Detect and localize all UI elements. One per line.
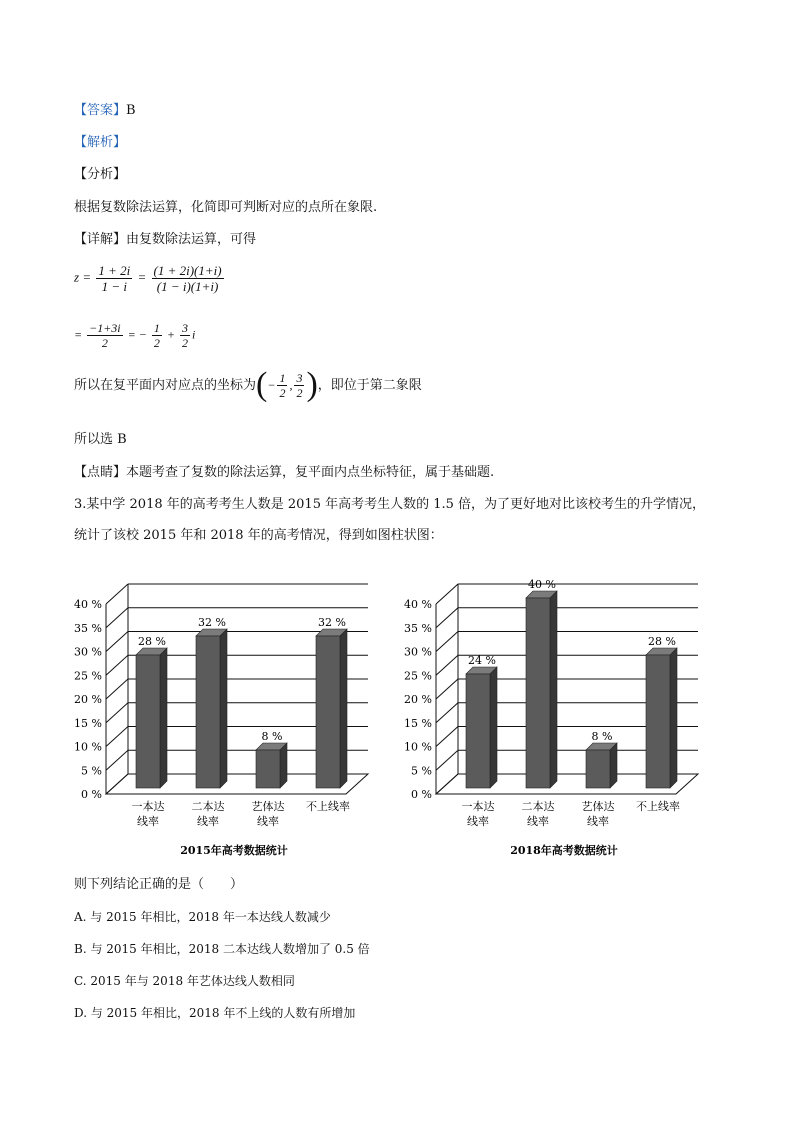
grid-diagonal [436, 750, 458, 770]
y-tick-label: 40 % [74, 598, 102, 611]
x-tick-label: 艺体达 [251, 800, 285, 813]
grid-diagonal [106, 679, 128, 699]
y-tick-label: 15 % [74, 716, 102, 730]
bar-side [610, 743, 617, 788]
eq-equals-1: = [82, 269, 92, 285]
x-tick-label: 线率 [527, 815, 549, 828]
fraction-2 [152, 264, 224, 293]
chart-2018 [400, 562, 720, 862]
coord-x-num: 1 [279, 370, 286, 385]
fraction-three-num: 3 [181, 321, 188, 335]
grid-diagonal [106, 584, 128, 604]
bar-side [340, 629, 347, 788]
question-prompt: 则下列结论正确的是（ ） [74, 877, 244, 892]
x-tick-label: 一本达 [131, 800, 165, 813]
comment-tag: 【点睛】 [74, 465, 127, 480]
coord-x-fraction [277, 372, 287, 399]
y-tick-label: 30 % [404, 645, 432, 659]
analysis-tag: 【解析】 [74, 135, 127, 150]
grid-diagonal [436, 655, 458, 675]
fraction-three-den: 2 [181, 336, 188, 350]
bar-value-label: 40 % [528, 578, 556, 591]
x-tick-label: 二本达 [191, 800, 225, 813]
y-tick-label: 35 % [404, 621, 432, 635]
answer-tag: 【答案】 [74, 103, 127, 118]
fraction-1-num: 1 + 2i [98, 263, 131, 278]
right-paren: ) [306, 366, 318, 403]
x-tick-label: 一本达 [461, 800, 495, 813]
bar [196, 636, 220, 788]
y-tick-label: 20 % [404, 693, 432, 706]
y-tick-label: 25 % [74, 669, 102, 683]
eq-plus: + [166, 327, 175, 342]
bar [586, 750, 610, 788]
coordinate-line [74, 368, 422, 402]
chart-2015 [70, 562, 390, 862]
y-tick-label: 5 % [81, 764, 102, 778]
grid-diagonal [436, 632, 458, 652]
bar-value-label: 28 % [648, 635, 676, 648]
option-b: B. 与 2015 年相比，2018 二本达线人数增加了 0.5 倍 [74, 942, 370, 956]
grid-diagonal [106, 727, 128, 747]
fraction-3-num: −1+3i [89, 321, 121, 335]
option-c: C. 2015 年与 2018 年艺体达线人数相同 [74, 974, 295, 988]
fraction-half-num: 1 [153, 321, 160, 335]
answer-value: B [126, 103, 136, 118]
grid-diagonal [436, 584, 458, 604]
x-tick-label: 线率 [197, 815, 219, 828]
option-a: A. 与 2015 年相比，2018 年一本达线人数减少 [74, 910, 331, 924]
bar [466, 674, 490, 788]
chart-title: 2015年高考数据统计 [180, 844, 288, 857]
grid-diagonal [106, 655, 128, 675]
fenxi-tag: 【分析】 [74, 167, 127, 182]
eq-i: i [191, 327, 196, 342]
bar-side [160, 648, 167, 788]
bar-value-label: 8 % [261, 730, 283, 743]
grid-diagonal [106, 703, 128, 723]
fraction-2-den: (1 − i)(1+i) [156, 279, 219, 294]
y-tick-label: 0 % [81, 788, 102, 801]
eq-equals-2: = [137, 269, 147, 285]
x-tick-label: 线率 [257, 815, 279, 828]
equation-1 [74, 264, 226, 293]
question-line-1: 3.某中学 2018 年的高考考生人数是 2015 年高考考生人数的 1.5 倍，为了更好地对比该校考生的升学情况， [74, 497, 706, 512]
y-tick-label: 0 % [411, 788, 432, 801]
bar-value-label: 32 % [198, 616, 226, 629]
coord-minus: − [267, 378, 276, 392]
fenxi-text: 根据复数除法运算，化简即可判断对应的点所在象限. [74, 200, 378, 215]
fraction-half-den: 2 [153, 336, 160, 350]
bar-side [550, 591, 557, 788]
bar-value-label: 28 % [138, 635, 166, 648]
choose-text: 所以选 B [74, 432, 127, 447]
coord-suffix: ，即位于第二象限 [317, 377, 422, 393]
x-tick-label: 不上线率 [306, 800, 350, 813]
y-tick-label: 25 % [404, 669, 432, 683]
equation-2 [74, 322, 195, 349]
bar [316, 636, 340, 788]
coord-y-num: 3 [296, 370, 303, 385]
bar [646, 655, 670, 788]
coord-expression [256, 368, 318, 402]
y-tick-label: 20 % [74, 693, 102, 706]
grid-diagonal [106, 608, 128, 628]
coord-prefix: 所以在复平面内对应点的坐标为 [74, 377, 257, 393]
y-tick-label: 30 % [74, 645, 102, 659]
comment-text: 本题考查了复数的除法运算，复平面内点坐标特征，属于基础题. [126, 465, 495, 480]
x-tick-label: 艺体达 [581, 800, 615, 813]
answer-line [74, 104, 136, 117]
option-d: D. 与 2015 年相比，2018 年不上线的人数有所增加 [74, 1006, 356, 1020]
bar-value-label: 8 % [591, 730, 613, 743]
coord-y-fraction [294, 372, 304, 399]
comment-line [74, 466, 494, 479]
bar-value-label: 32 % [318, 616, 346, 629]
grid-diagonal [436, 727, 458, 747]
y-tick-label: 35 % [74, 621, 102, 635]
grid-diagonal [436, 703, 458, 723]
fraction-2-num: (1 + 2i)(1+i) [153, 263, 222, 278]
fraction-3-den: 2 [101, 336, 108, 350]
y-tick-label: 10 % [404, 740, 432, 754]
fraction-three-halves [180, 322, 190, 349]
detail-line [74, 233, 256, 246]
eq-z: z [74, 269, 80, 285]
y-tick-label: 15 % [404, 716, 432, 730]
eq-equals-3: = [74, 327, 83, 342]
coord-y-den: 2 [296, 385, 303, 400]
x-tick-label: 线率 [137, 815, 159, 828]
question-line-2: 统计了该校 2015 年和 2018 年的高考情况，得到如图柱状图： [74, 528, 443, 543]
x-tick-label: 不上线率 [636, 800, 680, 813]
left-paren: ( [256, 366, 268, 403]
detail-tag: 【详解】 [74, 232, 127, 247]
y-tick-label: 5 % [411, 764, 432, 778]
chart-title: 2018年高考数据统计 [510, 844, 618, 857]
x-tick-label: 线率 [587, 815, 609, 828]
grid-diagonal [436, 679, 458, 699]
fraction-1-den: 1 − i [101, 279, 127, 294]
bar [136, 655, 160, 788]
bar-value-label: 24 % [468, 654, 496, 667]
y-tick-label: 10 % [74, 740, 102, 754]
coord-x-den: 2 [279, 385, 286, 400]
bar-side [280, 743, 287, 788]
bar [526, 598, 550, 788]
fraction-3 [87, 322, 123, 349]
detail-text: 由复数除法运算，可得 [126, 232, 257, 247]
fraction-half [152, 322, 162, 349]
bar-side [670, 648, 677, 788]
bar-side [220, 629, 227, 788]
y-tick-label: 40 % [404, 598, 432, 611]
grid-diagonal [106, 750, 128, 770]
grid-diagonal [106, 632, 128, 652]
grid-diagonal [436, 608, 458, 628]
x-tick-label: 线率 [467, 815, 489, 828]
eq-minus: = − [127, 327, 147, 342]
fraction-1 [96, 264, 132, 293]
coord-comma: , [289, 378, 293, 392]
x-tick-label: 二本达 [521, 800, 555, 813]
bar [256, 750, 280, 788]
bar-side [490, 667, 497, 788]
